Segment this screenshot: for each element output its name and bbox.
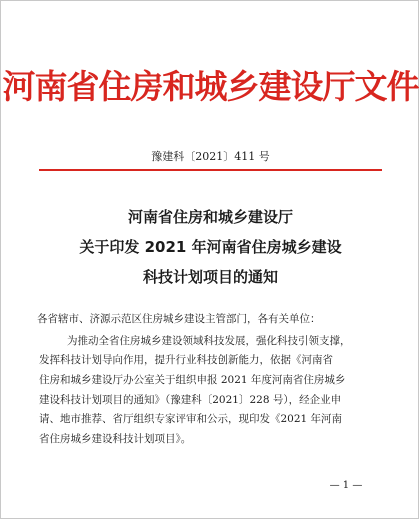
page-number: — 1 — [329, 480, 363, 491]
body-line-1: 为推动全省住房城乡建设领域科技发展，强化科技引领支撑， [67, 335, 351, 347]
body-line-4: 建设科技计划项目的通知》（豫建科〔2021〕228 号），经企业申 [39, 394, 342, 406]
body-line-2: 发挥科技计划导向作用，提升行业科技创新能力，依据《河南省 [39, 354, 333, 366]
red-separator-rule [39, 169, 382, 171]
document-number: 豫建科〔2021〕411 号 [151, 150, 270, 163]
issuing-authority-header: 河南省住房和城乡建设厅文件 [2, 67, 419, 106]
body-line-3: 住房和城乡建设厅办公室关于组织申报 2021 年度河南省住房城乡 [39, 374, 346, 386]
document-title-line-2: 关于印发 2021 年河南省住房城乡建设 [79, 238, 342, 256]
document-title-line-1: 河南省住房和城乡建设厅 [127, 208, 293, 226]
document-title-line-3: 科技计划项目的通知 [142, 268, 278, 286]
salutation: 各省辖市、济源示范区住房城乡建设主管部门，各有关单位： [37, 313, 321, 325]
body-line-5: 请、地市推荐、省厅组织专家评审和公示，现印发《2021 年河南 [39, 413, 343, 425]
body-line-6: 省住房城乡建设科技计划项目》。 [39, 433, 192, 445]
